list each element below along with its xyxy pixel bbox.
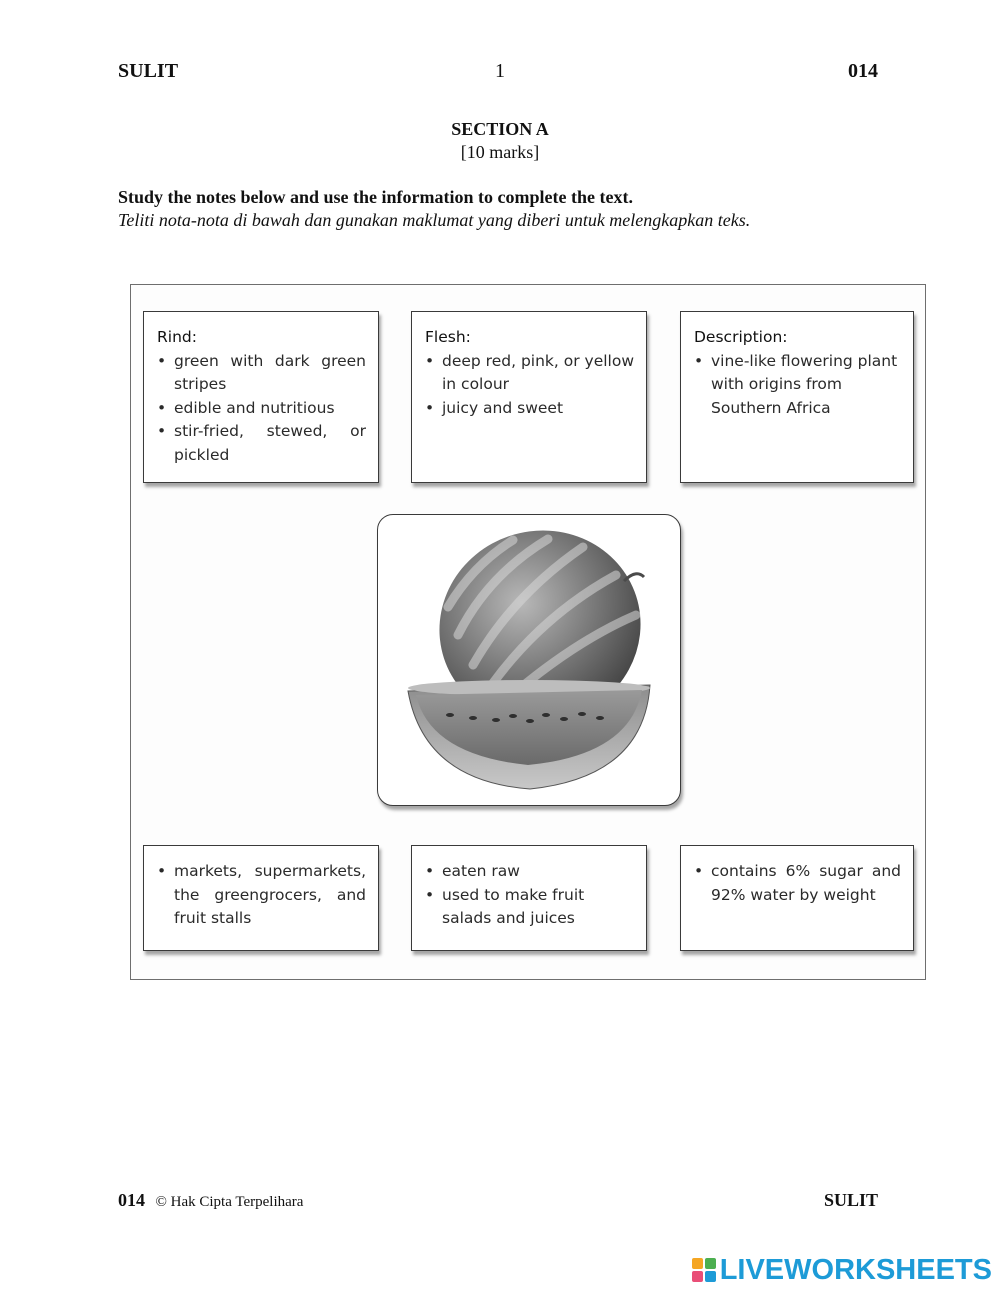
instructions <box>118 186 750 232</box>
watermelon-illustration <box>378 515 680 805</box>
liveworksheets-brand[interactable] <box>692 1255 992 1285</box>
footer-copyright: © Hak Cipta Terpelihara <box>155 1194 304 1210</box>
notes-frame <box>130 284 926 980</box>
header-classification: SULIT <box>118 60 179 82</box>
note-item: • stir-fried, stewed, or pickled <box>157 420 366 467</box>
section-heading <box>0 118 1000 164</box>
note-title: Description: <box>694 328 788 346</box>
instruction-malay: Teliti nota-nota di bawah dan gunakan maklumat yang diberi untuk melengkapkan teks. <box>118 210 751 230</box>
instruction-english: Study the notes below and use the information to complete the text. <box>118 187 633 207</box>
footer-classification: SULIT <box>823 1190 878 1210</box>
note-where-sold <box>143 845 379 951</box>
note-description <box>680 311 914 483</box>
header-code: 014 <box>848 60 878 82</box>
note-item: • eaten raw <box>425 860 634 884</box>
note-item: • used to make fruit salads and juices <box>425 884 634 931</box>
section-title: SECTION A <box>451 119 549 139</box>
note-item: • green with dark green stripes <box>157 350 366 397</box>
note-item: • markets, supermarkets, the greengrocers, and fruit stalls <box>157 860 366 931</box>
page-number: 1 <box>495 60 505 82</box>
note-item: • deep red, pink, or yellow in colour <box>425 350 634 397</box>
note-rind <box>143 311 379 483</box>
footer-left <box>118 1190 303 1211</box>
footer-code: 014 <box>118 1190 145 1210</box>
note-flesh <box>411 311 647 483</box>
note-item: • contains 6% sugar and 92% water by weight <box>694 860 901 907</box>
note-content <box>680 845 914 951</box>
note-title: Rind: <box>157 328 197 346</box>
note-item: • vine-like flowering plant with origins from Southern Africa <box>694 350 901 421</box>
watermelon-image <box>377 514 681 806</box>
note-item: • juicy and sweet <box>425 397 634 421</box>
note-title: Flesh: <box>425 328 471 346</box>
section-marks: [10 marks] <box>460 142 540 162</box>
liveworksheets-logo-icon <box>692 1258 716 1282</box>
note-item: • edible and nutritious <box>157 397 366 421</box>
brand-text: LIVEWORKSHEETS <box>719 1253 992 1286</box>
note-uses <box>411 845 647 951</box>
